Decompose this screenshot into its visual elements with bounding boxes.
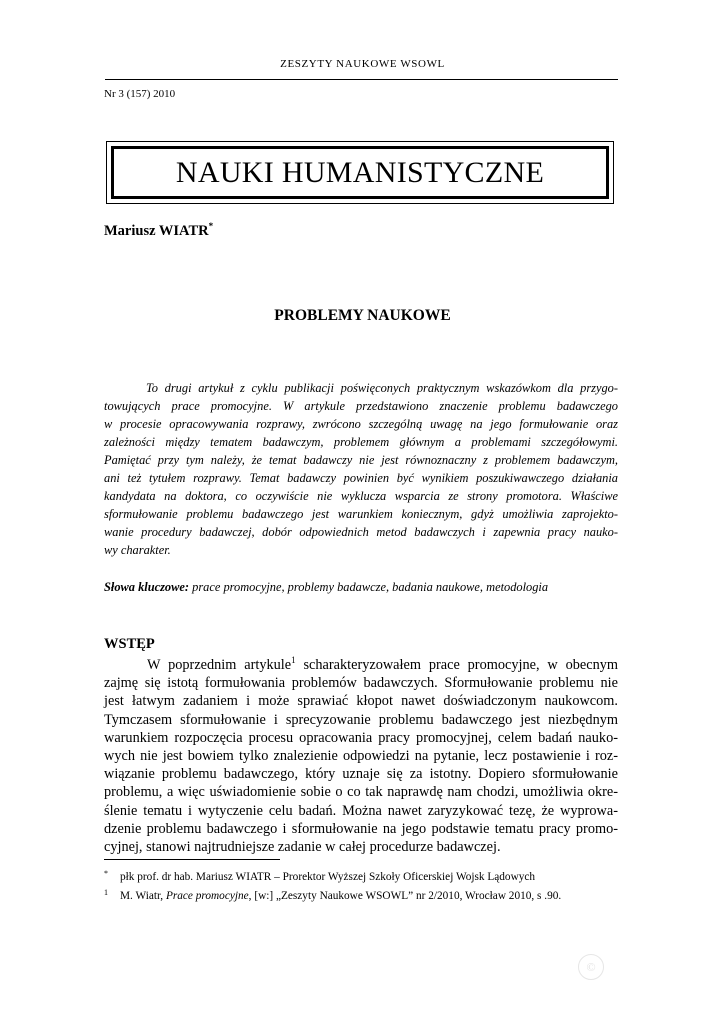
abstract-line: Pamiętać przy tym należy, że temat badawczy nie jest równoznaczny z problemem badawczym, <box>104 453 618 467</box>
abstract-line: ani też tytułem rozprawy. Temat badawczy powinien być wynikiem poszukiwawczego działania <box>104 471 618 485</box>
body-line: problemu, a więc uświadomienie sobie o co tak naprawdę nam chodzi, umożliwia okre- <box>104 784 618 801</box>
body-line: jest łatwym zadaniem i może sprawiać kłopot nawet doświadczonym naukowcom. <box>104 693 618 710</box>
footnote-text: M. Wiatr, <box>120 890 166 902</box>
abstract-line: kandydata na doktora, co oczywiście nie wyklucza wsparcia ze strony promotora. Właściwe <box>104 489 618 503</box>
intro-heading: WSTĘP <box>104 636 155 652</box>
section-title-box <box>106 141 614 204</box>
body-line: dzenie problemu badawczego i sformułowanie na jego podstawie tematu pracy promo- <box>104 820 618 837</box>
abstract-line: towujących prace promocyjne. W artykule przedstawiono znaczenie problemu badawczego <box>104 399 618 413</box>
abstract-line: wanie procedury badawczej, dobór odpowiednich metod badawczych i zapewnia pracy nauko- <box>104 525 618 539</box>
footnote-ref: 1 <box>291 655 296 665</box>
journal-name: ZESZYTY NAUKOWE WSOWL <box>280 58 445 70</box>
article-title: PROBLEMY NAUKOWE <box>274 307 451 324</box>
body-line: zajmę się istotą formułowania problemów badawczych. Sformułowanie problemu nie <box>104 675 618 692</box>
footnote-cited-title: Prace promocyjne <box>165 890 249 902</box>
body-line: ślenie tematu i wytyczenie celu badań. Można nawet zaryzykować tezę, że wyprowa- <box>104 802 618 819</box>
section-title: NAUKI HUMANISTYCZNE <box>175 155 545 189</box>
abstract-line: zależności między tematem badawczym, problemem głównym a problemami szczegółowymi. <box>104 435 618 449</box>
author <box>104 221 213 240</box>
body-line: warunkiem rozpoczęcia procesu opracowania pracy promocyjnej, celem badań nauko- <box>104 729 618 746</box>
abstract-line: To drugi artykuł z cyklu publikacji poświęconych praktycznym wskazówkom dla przygo- <box>146 381 618 395</box>
header-rule <box>105 79 618 80</box>
issue-number: Nr 3 (157) 2010 <box>104 88 176 100</box>
footnote-text: płk prof. dr hab. Mariusz WIATR – Prorektor Wyższej Szkoły Oficerskiej Wojsk Lądowych <box>120 871 536 883</box>
footnote-mark: * <box>104 869 108 878</box>
abstract-line: sformułowanie problemu badawczego jest warunkiem koniecznym, gdyż umożliwia zaprojekto- <box>104 507 618 521</box>
body-line: wych nie jest bowiem tylko znalezienie odpowiedzi na pytanie, lecz postawienie i roz- <box>104 748 618 765</box>
watermark-stamp-icon: © <box>578 954 604 980</box>
author-footnote-mark: * <box>208 221 214 231</box>
abstract <box>104 379 618 559</box>
body-line: Tymczasem sformułowanie i sprecyzowanie problemu badawczego jest niezbędnym <box>104 711 618 728</box>
footnote-text: , [w:] „Zeszyty Naukowe WSOWL” nr 2/2010, Wrocław 2010, s .90. <box>248 890 562 902</box>
keywords-label: Słowa kluczowe: <box>104 580 190 594</box>
body-line: wiązanie problemu badawczego, który uznaje się za istotny. Dopiero sformułowanie <box>104 766 618 783</box>
abstract-line: w procesie opracowywania rozprawy, zwrócono szczególną uwagę na jego formułowanie oraz <box>104 417 618 431</box>
body-line: cyjnej, stanowi najtrudniejsze zadanie w całej procedurze badawczej. <box>104 839 501 856</box>
footnote-author <box>104 869 535 883</box>
body-text: W poprzednim artykule <box>147 657 292 673</box>
body-paragraph <box>104 656 618 856</box>
author-name: Mariusz WIATR <box>104 223 209 239</box>
footnote-mark: 1 <box>104 888 108 897</box>
footnote-rule <box>104 859 280 860</box>
keywords-text: prace promocyjne, problemy badawcze, badania naukowe, metodologia <box>189 580 549 594</box>
body-line <box>104 656 618 674</box>
section-title-inner-frame <box>111 146 609 199</box>
body-text: scharakteryzowałem prace promocyjne, w obecnym <box>295 657 618 673</box>
abstract-line: wy charakter. <box>104 543 171 557</box>
keywords <box>104 580 548 595</box>
footnote-1 <box>104 888 561 902</box>
